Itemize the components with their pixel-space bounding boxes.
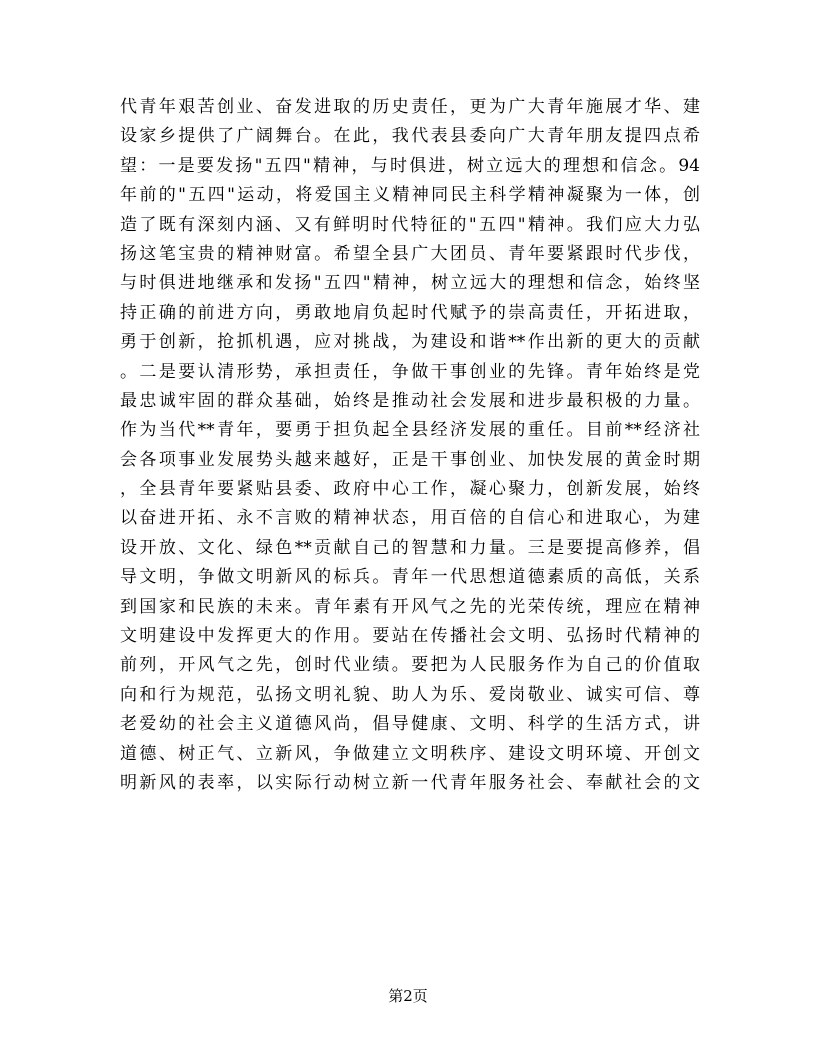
text-line: 向和行为规范，弘扬文明礼貌、助人为乐、爱岗敬业、诚实可信、尊: [120, 684, 700, 705]
text-line: 与时俱进地继承和发扬"五四"精神，树立远大的理想和信念，始终坚: [120, 273, 700, 294]
text-line: 设家乡提供了广阔舞台。在此，我代表县委向广大青年朋友提四点希: [120, 126, 700, 147]
text-line: 望：一是要发扬"五四"精神，与时俱进，树立远大的理想和信念。94: [120, 155, 700, 176]
text-line: 到国家和民族的未来。青年素有开风气之先的光荣传统，理应在精神: [120, 596, 700, 617]
text-line: 持正确的前进方向，勇敢地肩负起时代赋予的崇高责任，开拓进取，: [120, 302, 700, 323]
text-line: 设开放、文化、绿色**贡献自己的智慧和力量。三是要提高修养，倡: [120, 537, 700, 558]
text-line: 道德、树正气、立新风，争做建立文明秩序、建设文明环境、开创文: [120, 743, 700, 764]
text-line: 年前的"五四"运动，将爱国主义精神同民主科学精神凝聚为一体，创: [120, 185, 700, 206]
text-line: 明新风的表率，以实际行动树立新一代青年服务社会、奉献社会的文: [120, 772, 700, 793]
text-line: 会各项事业发展势头越来越好，正是干事创业、加快发展的黄金时期: [120, 449, 700, 470]
text-line: 最忠诚牢固的群众基础，始终是推动社会发展和进步最积极的力量。: [120, 390, 700, 411]
text-line: 勇于创新，抢抓机遇，应对挑战，为建设和谐**作出新的更大的贡献: [120, 332, 700, 353]
text-line: 扬这笔宝贵的精神财富。希望全县广大团员、青年要紧跟时代步伐，: [120, 243, 700, 264]
text-line: 作为当代**青年，要勇于担负起全县经济发展的重任。目前**经济社: [120, 420, 700, 441]
text-line: 代青年艰苦创业、奋发进取的历史责任，更为广大青年施展才华、建: [120, 97, 700, 117]
text-line: 前列，开风气之先，创时代业绩。要把为人民服务作为自己的价值取: [120, 655, 700, 676]
text-line: 。二是要认清形势，承担责任，争做干事创业的先锋。青年始终是党: [120, 361, 700, 382]
text-line: ，全县青年要紧贴县委、政府中心工作，凝心聚力，创新发展，始终: [120, 479, 700, 500]
text-line: 文明建设中发挥更大的作用。要站在传播社会文明、弘扬时代精神的: [120, 626, 700, 647]
text-line: 导文明，争做文明新风的标兵。青年一代思想道德素质的高低，关系: [120, 567, 700, 588]
page-number: 第2页: [388, 987, 428, 1005]
page-footer: [0, 986, 816, 1006]
text-line: 以奋进开拓、永不言败的精神状态，用百倍的自信心和进取心，为建: [120, 508, 700, 529]
text-line: 造了既有深刻内涵、又有鲜明时代特征的"五四"精神。我们应大力弘: [120, 214, 700, 235]
text-line: 老爱幼的社会主义道德风尚，倡导健康、文明、科学的生活方式，讲: [120, 714, 700, 735]
body-text: [120, 93, 700, 798]
